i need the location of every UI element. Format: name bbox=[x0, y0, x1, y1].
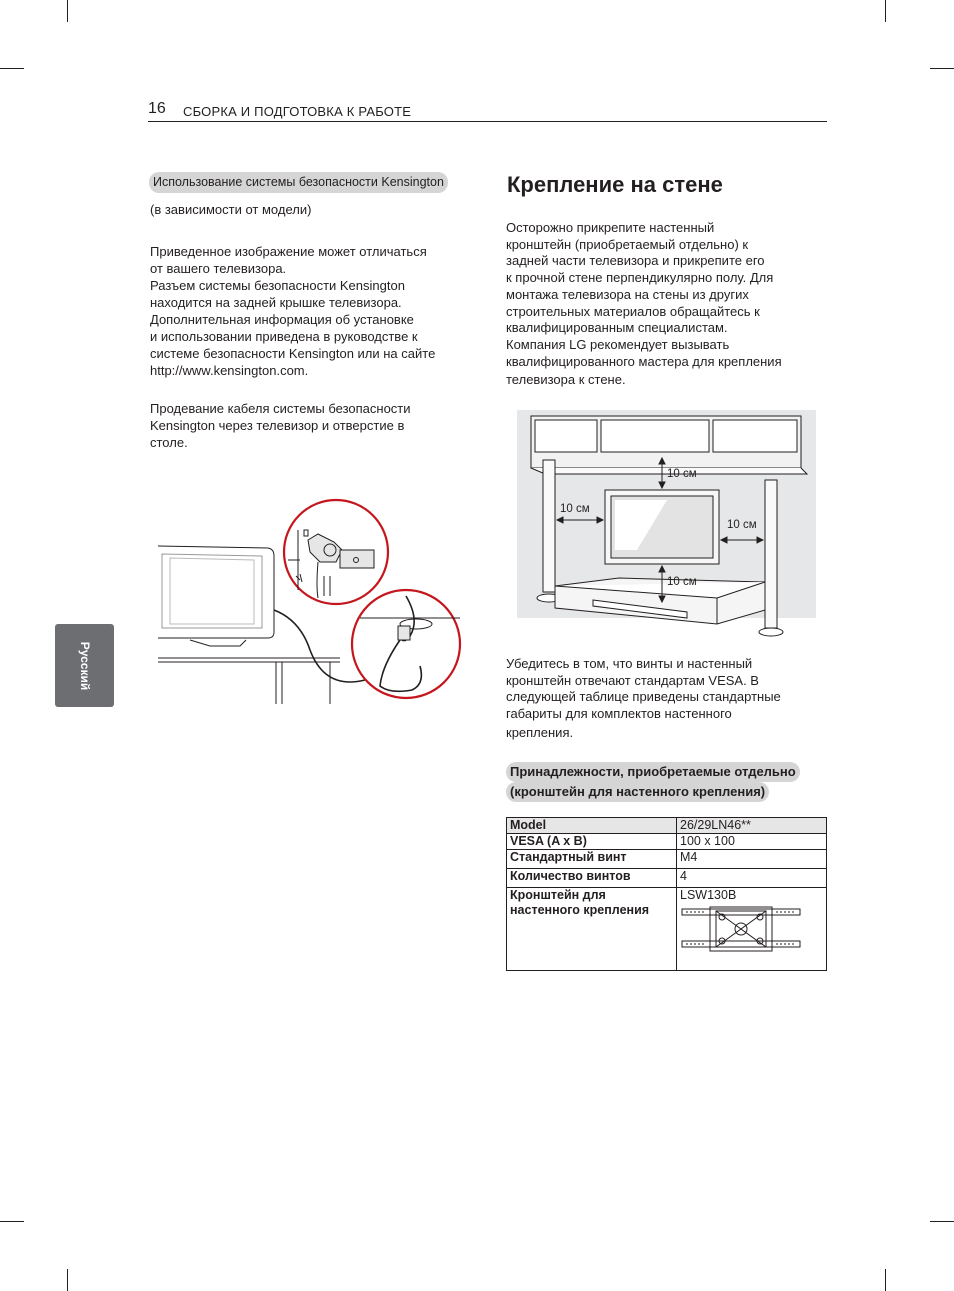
text-line: и использовании приведена в руководстве к bbox=[150, 329, 418, 344]
accessories-title-line: (кронштейн для настенного крепления) bbox=[506, 782, 769, 802]
text-line: габариты для комплектов настенного bbox=[506, 706, 732, 722]
page-number: 16 bbox=[148, 100, 166, 117]
wall-mount-heading: Крепление на стене bbox=[507, 172, 723, 197]
clearance-left-label: 10 см bbox=[560, 503, 590, 515]
table-value: 100 x 100 bbox=[677, 834, 827, 850]
crop-mark bbox=[67, 0, 68, 22]
text-line: кронштейн отвечают стандартам VESA. В bbox=[506, 672, 759, 688]
header-rule bbox=[148, 121, 827, 122]
table-row bbox=[507, 869, 827, 888]
table-row bbox=[507, 818, 827, 834]
table-value: 4 bbox=[677, 869, 827, 888]
text-line: находится на задней крышке телевизора. bbox=[150, 295, 402, 310]
kensington-title: Использование системы безопасности Kensington bbox=[149, 172, 448, 193]
accessories-title-line: Принадлежности, приобретаемые отдельно bbox=[506, 762, 800, 782]
text-line: столе. bbox=[150, 435, 188, 450]
text-line: квалифицированного мастера для крепления bbox=[506, 353, 782, 369]
text-line: Осторожно прикрепите настенный bbox=[506, 220, 715, 235]
crop-mark bbox=[0, 1221, 24, 1222]
text-line: монтажа телевизора на стены из других bbox=[506, 286, 749, 302]
text-line: Компания LG рекомендует вызывать bbox=[506, 336, 730, 352]
wall-mount-diagram bbox=[517, 410, 816, 640]
text-line: Kensington через телевизор и отверстие в bbox=[150, 418, 405, 433]
wall-bracket-image bbox=[680, 905, 802, 955]
table-key: Количество винтов bbox=[507, 869, 677, 888]
table-key: VESA (A x B) bbox=[507, 834, 677, 850]
wall-mount-illustration bbox=[517, 410, 816, 640]
clearance-top-label: 10 см bbox=[667, 468, 697, 480]
text-line: Разъем системы безопасности Kensington bbox=[150, 278, 405, 293]
text-line: Приведенное изображение может отличаться bbox=[150, 244, 427, 259]
crop-mark bbox=[930, 1221, 954, 1222]
text-line: квалифицированным специалистам. bbox=[506, 320, 728, 336]
kensington-paragraph-2 bbox=[150, 400, 470, 451]
table-value: 26/29LN46** bbox=[677, 818, 827, 834]
kensington-illustration bbox=[150, 490, 470, 710]
table-row bbox=[507, 850, 827, 869]
crop-mark bbox=[885, 1269, 886, 1291]
crop-mark bbox=[885, 0, 886, 22]
crop-mark bbox=[67, 1269, 68, 1291]
spec-table bbox=[506, 817, 827, 971]
clearance-right-label: 10 см bbox=[727, 519, 757, 531]
table-value-cell bbox=[677, 888, 827, 971]
vesa-note bbox=[506, 656, 826, 742]
text-line: строительных материалов обращайтесь к bbox=[506, 303, 760, 319]
language-tab bbox=[55, 624, 114, 707]
kensington-note: (в зависимости от модели) bbox=[150, 202, 312, 217]
text-line: телевизора к стене. bbox=[506, 372, 626, 388]
accessories-title bbox=[506, 762, 800, 802]
wall-mount-intro bbox=[506, 220, 826, 389]
text-line: от вашего телевизора. bbox=[150, 261, 287, 276]
language-tab-label: Русский bbox=[77, 641, 92, 690]
text-line: задней части телевизора и прикрепите его bbox=[506, 253, 765, 269]
table-value: LSW130B bbox=[680, 888, 737, 902]
text-line: к прочной стене перпендикулярно полу. Для bbox=[506, 270, 774, 286]
table-key: Кронштейн для настенного крепления bbox=[507, 888, 677, 971]
text-line: Продевание кабеля системы безопасности bbox=[150, 401, 411, 416]
kensington-paragraph-1 bbox=[150, 243, 470, 379]
text-line: Дополнительная информация об установке bbox=[150, 312, 414, 327]
text-line: крепления. bbox=[506, 724, 574, 740]
table-key: Стандартный винт bbox=[507, 850, 677, 869]
text-line: системе безопасности Kensington или на сайте bbox=[150, 346, 436, 361]
text-line: следующей таблице приведены стандартные bbox=[506, 689, 781, 705]
table-row bbox=[507, 888, 827, 971]
clearance-bottom-label: 10 см bbox=[667, 576, 697, 588]
text-line: кронштейн (приобретаемый отдельно) к bbox=[506, 236, 749, 252]
kensington-url: http://www.kensington.com. bbox=[150, 363, 309, 378]
section-title: СБОРКА И ПОДГОТОВКА К РАБОТЕ bbox=[183, 104, 412, 119]
table-row bbox=[507, 834, 827, 850]
text-line: Убедитесь в том, что винты и настенный bbox=[506, 656, 753, 671]
crop-mark bbox=[930, 68, 954, 69]
table-value: M4 bbox=[677, 850, 827, 869]
table-key: Model bbox=[507, 818, 677, 834]
crop-mark bbox=[0, 68, 24, 69]
